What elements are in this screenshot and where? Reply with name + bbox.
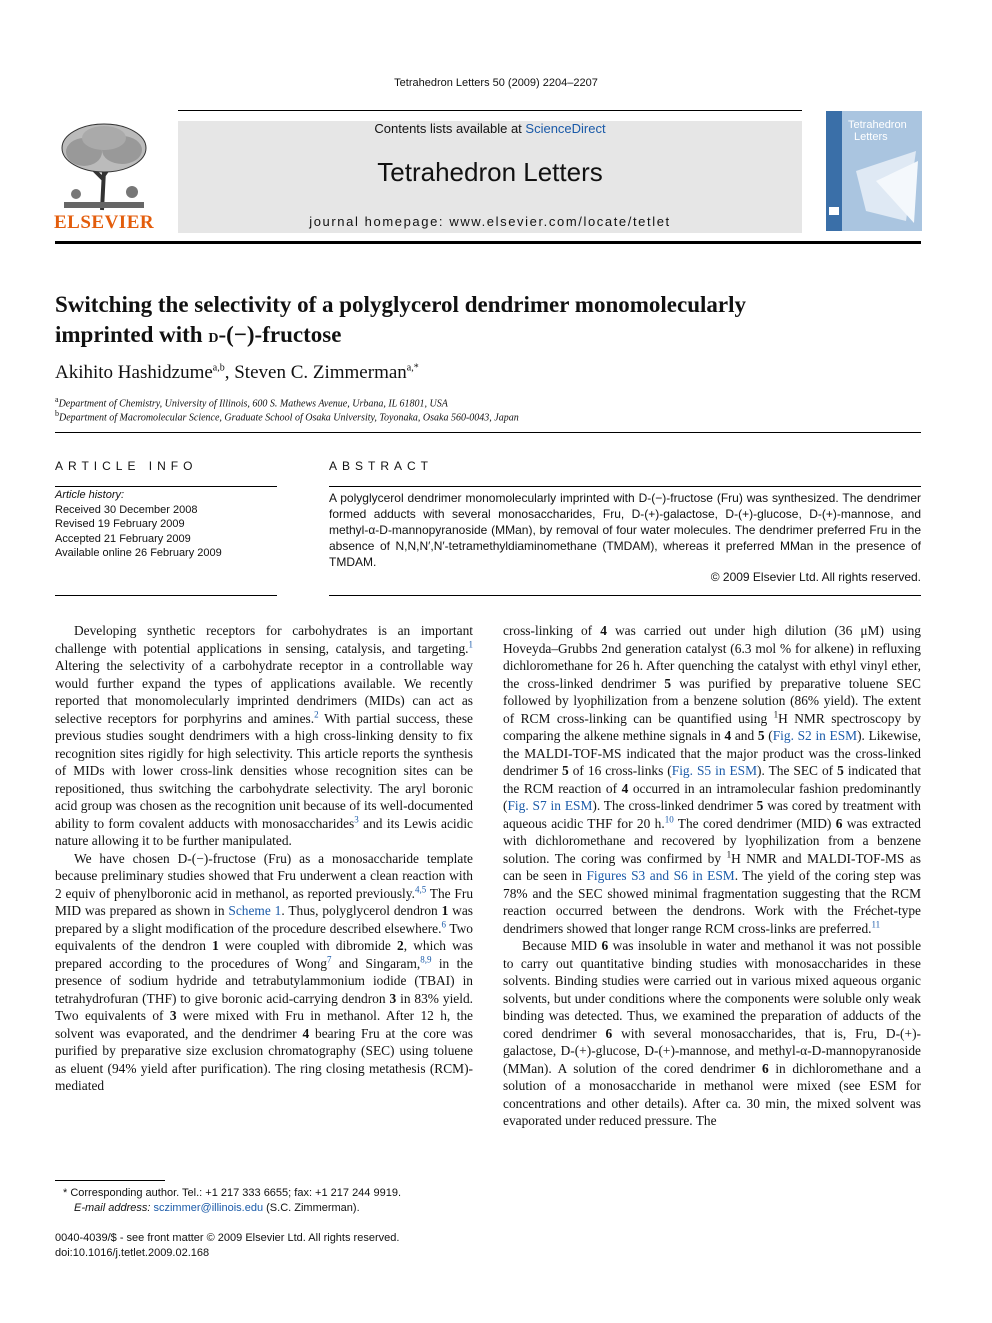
author2-affil-sup: a,*: [406, 362, 419, 374]
footer-doi[interactable]: doi:10.1016/j.tetlet.2009.02.168: [55, 1246, 210, 1259]
right-paragraph-2: Because MID 6 was insoluble in water and methanol it was not possible to carry out quantitative binding studies with monosaccharides in these solvents. Binding studies were carried out in various mixed aqueous organic solvents, but under conditions where the components were soluble only weak binding was detected. Thus, we examined the preparation of adducts of the cored dendrimer 6 with several monosaccharides, that is, Fru, D-(+)-galactose, D-(+)-glucose, D-(+)-mannose, and methyl-α-D-mannopyranoside (MMan). A solution of the cored dendrimer 6 in dichloromethane and a solution of a monosaccharide in methanol were mixed (see ESM for concentrations and other details). After ca. 30 min, the mixed solvent was evaporated under reduced pressure. The: [503, 938, 922, 1128]
cover-title-line1: Tetrahedron: [848, 119, 907, 131]
elsevier-wordmark: ELSEVIER: [54, 212, 155, 233]
footnote-contact: * Corresponding author. Tel.: +1 217 333 6655; fax: +1 217 244 9919.: [63, 1187, 402, 1199]
contents-line: [178, 121, 802, 136]
article-info-rule: [55, 486, 277, 487]
affiliation-rule: [55, 432, 921, 433]
abstract-copyright: © 2009 Elsevier Ltd. All rights reserved.: [710, 570, 921, 584]
email-link[interactable]: sczimmer@illinois.edu: [153, 1202, 264, 1214]
footnote-email-line: E-mail address: sczimmer@illinois.edu (S.C. Zimmerman).: [74, 1202, 360, 1214]
article-history: [55, 488, 277, 561]
history-received: Received 30 December 2008: [55, 503, 198, 516]
title-line1: Switching the selectivity of a polyglycerol dendrimer monomolecularly: [55, 292, 746, 317]
corresponding-author-footnote: [55, 1186, 473, 1216]
affiliation-a: $^a$Department of Chemistry, University of Illinois, 600 S. Mathews Avenue, Urbana, IL 61801, USA: [55, 395, 448, 410]
title-line2: imprinted with d-(−)-fructose: [55, 322, 342, 347]
abstract-text: A polyglycerol dendrimer monomolecularly imprinted with D-(−)-fructose (Fru) was synthesized. The dendrimer formed adducts with several monosaccharides, Fru, D-(+)-galactose, D-(+)-glucose, D-(+)-mannose, and methyl-α-D-mannopyranoside (MMan), by removal of four water molecules. The dendrimer preferred Fru in the absence of N,N,N′,N′-tetramethyldiaminomethane (TMDAM), whereas it preferred MMan in the presence of TMDAM.: [329, 491, 921, 569]
fig-s2-link[interactable]: Fig. S2 in ESM: [772, 728, 858, 743]
header-rule: [178, 110, 802, 111]
journal-title: Tetrahedron Letters: [377, 157, 603, 187]
sciencedirect-link[interactable]: ScienceDirect: [525, 121, 606, 136]
authors: Akihito Hashidzume$^{a,b}$, Steven C. Zimmerman$^{a,*}$: [55, 362, 419, 383]
author1-affil-sup: a,b: [212, 362, 225, 374]
body-right-column: [503, 622, 921, 1130]
cover-title: [848, 119, 907, 143]
history-online: Available online 26 February 2009: [55, 547, 222, 559]
right-paragraph-1: cross-linking of 4 was carried out under high dilution (36 μM) using Hoveyda–Grubbs 2nd generation catalyst (6.3 mol % for alkene) in refluxing dichloromethane for 26 h. After quenching the catalyst with ethyl vinyl ether, the cross-linked dendrimer 5 was purified by preparative toluene SEC followed by lyophilization from a benzene solution (86% yield). The extent of RCM cross-linking can be quantified using $^1$H NMR spectroscopy by comparing the alkene methine signals in 4 and 5 (Fig. S2 in ESM). Likewise, the MALDI-TOF-MS indicated that the major product was the cross-linked dendrimer 5 of 16 cross-links (Fig. S5 in ESM). The SEC of 5 indicated that the RCM reaction of 4 occurred in an intramolecular fashion predominantly (Fig. S7 in ESM). The cross-linked dendrimer 5 was cored by treatment with aqueous acidic THF for 20 h.$^{10}$ The cored dendrimer (MID) 6 was extracted with dichloromethane and recovered by lyophilization from a benzene solution. The coring was confirmed by $^1$H NMR and MALDI-TOF-MS as can be seen in Figures S3 and S6 in ESM. The yield of the coring step was 78% and the SEC showed minimal fragmentation suggesting that the RCM reaction occurred between the dendrons. Work with the Fréchet-type dendrimers showed that longer range RCM cross-links are preferred.$^{11}$: [503, 623, 922, 936]
journal-homepage[interactable]: journal homepage: www.elsevier.com/locate/tetlet: [309, 214, 671, 229]
left-paragraph-2: We have chosen D-(−)-fructose (Fru) as a monosaccharide template because preliminary studies showed that Fru underwent a clean reaction with 2 equiv of phenylboronic acid in methanol, as reported previously.$^{4,5}$ The Fru MID was prepared as shown in Scheme 1. Thus, polyglycerol dendron 1 was prepared by a slight modification of the procedure described elsewhere.$^6$ Two equivalents of the dendron 1 were coupled with dibromide 2, which was prepared according to the procedures of Wong$^7$ and Singaram,$^{8,9}$ in the presence of sodium hydride and tetrabutylammonium iodide (TBAI) in tetrahydrofuran (THF) to give boronic acid-carrying dendron 3 in 83% yield. Two equivalents of 3 were mixed with Fru in methanol. After 12 h, the solvent was evaporated, and the dendrimer 4 bearing Fru at the core was purified by preparative size exclusion chromatography (SEC) using toluene as eluent (94% yield after purification). The ring closing metathesis (RCM)-mediated: [55, 850, 474, 1093]
abstract-bottom-rule: [329, 595, 921, 596]
cover-title-line2: Letters: [854, 131, 888, 143]
journal-reference: Tetrahedron Letters 50 (2009) 2204–2207: [394, 77, 598, 89]
history-label: Article history:: [55, 489, 125, 501]
fig-s5-link[interactable]: Fig. S5 in ESM: [671, 763, 758, 778]
abstract-heading: ABSTRACT: [329, 459, 434, 473]
fig-s7-link[interactable]: Fig. S7 in ESM: [507, 798, 593, 813]
journal-cover-thumbnail: [826, 111, 922, 231]
footer: [55, 1231, 473, 1260]
scheme-1-link[interactable]: Scheme 1: [228, 903, 282, 918]
article-info-heading: ARTICLE INFO: [55, 459, 198, 473]
affiliation-b: $^b$Department of Macromolecular Science, Graduate School of Osaka University, Toyonaka, Osaka 560-0043, Japan: [55, 409, 519, 424]
abstract-rule: [329, 486, 921, 487]
footnote-rule: [55, 1180, 165, 1181]
contents-prefix: Contents lists available at: [374, 121, 526, 136]
history-accepted: Accepted 21 February 2009: [55, 532, 191, 545]
masthead-rule: [55, 241, 921, 244]
article-title: [55, 290, 935, 351]
author-zimmerman[interactable]: Steven C. Zimmerman: [234, 362, 407, 383]
body-left-column: [55, 622, 473, 1095]
author-hashidzume[interactable]: Akihito Hashidzume: [55, 362, 213, 383]
left-paragraph-1: Developing synthetic receptors for carbohydrates is an important challenge with potential applications in sensing, catalysis, and targeting.$^1$ Altering the selectivity of a carbohydrate receptor in a controllable way would further expand the types of applications available. We recently reported that monomolecularly imprinted dendrimers (MIDs) can act as selective receptors for porphyrins and amines.$^2$ With partial success, these previous studies sought dendrimers with a high cross-linking density to fix recognition sites rigidly for high selectivity. This article reports the synthesis of MIDs with lower cross-link densities whose recognition sites can be repositioned, thus switching the carbohydrate selectivity. The aryl boronic acid group was chosen as the recognition unit because of its well-documented ability to form covalent adducts with monosaccharides$^3$ and its Lewis acidic nature allowing it to be further manipulated.: [55, 623, 474, 848]
figures-s3-s6-link[interactable]: Figures S3 and S6 in ESM: [586, 868, 735, 883]
article-info-bottom-rule: [55, 595, 277, 596]
footer-issn: 0040-4039/$ - see front matter © 2009 Elsevier Ltd. All rights reserved.: [55, 1232, 400, 1244]
history-revised: Revised 19 February 2009: [55, 518, 185, 530]
